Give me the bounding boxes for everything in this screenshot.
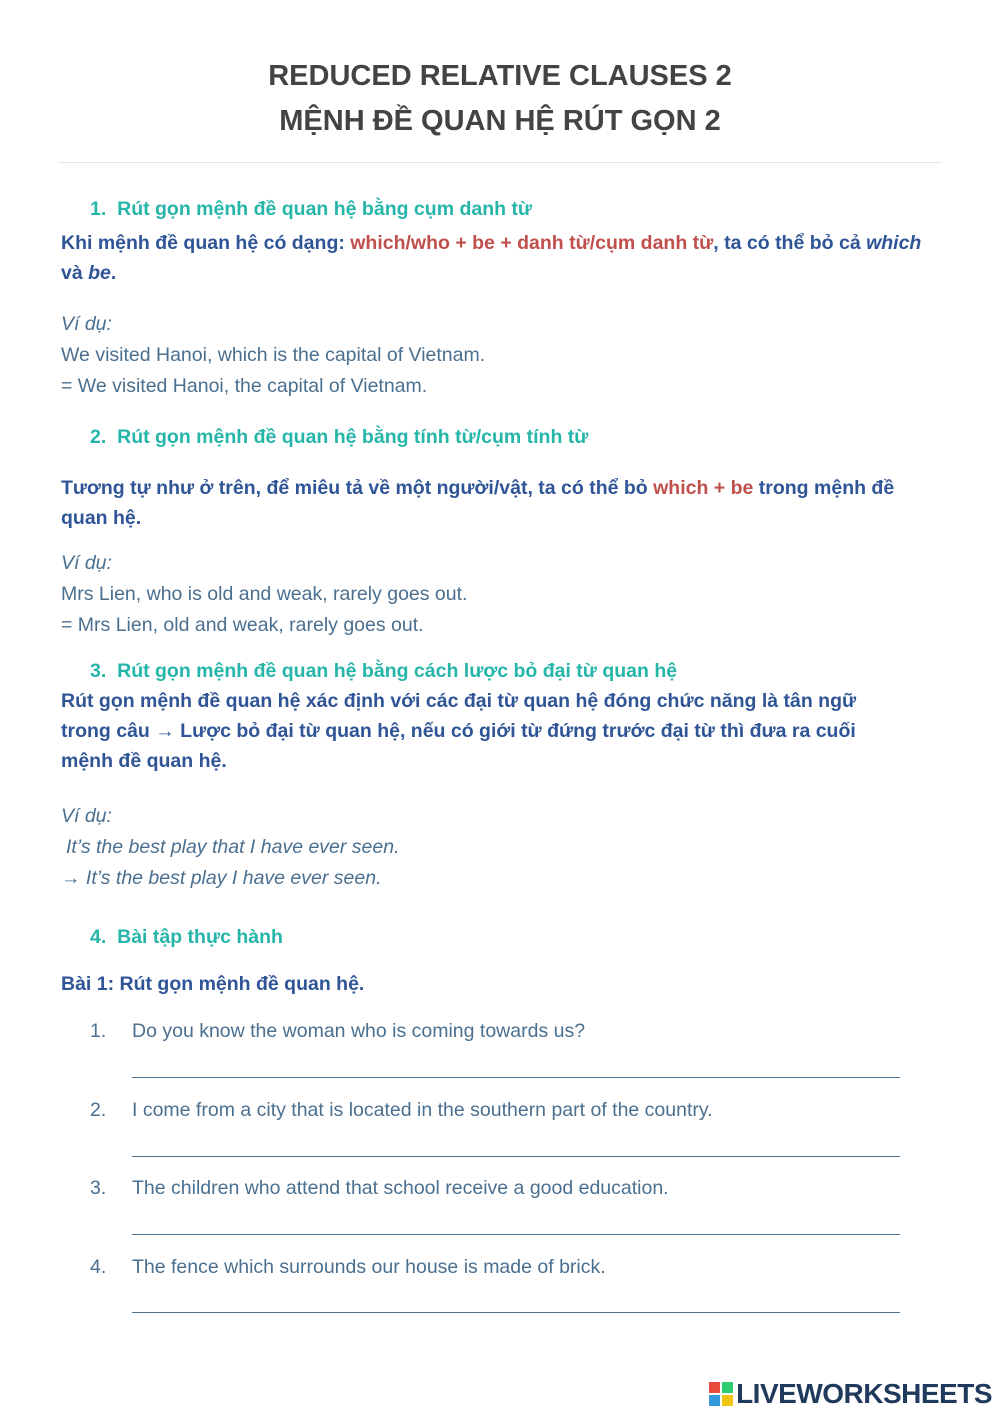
section-2-rule-line-2: quan hệ. [61, 507, 142, 529]
rule-text: và [61, 262, 89, 284]
rule-text: , ta có thể bỏ cả [713, 232, 867, 254]
section-3-rule-line-1: Rút gọn mệnh đề quan hệ xác định với các đại từ quan hệ đóng chức năng là tân ngữ [61, 690, 857, 712]
section-2-example-2: = Mrs Lien, old and weak, rarely goes out. [61, 614, 424, 636]
liveworksheets-logo-icon [709, 1382, 733, 1406]
exercise-title: Bài 1: Rút gọn mệnh đề quan hệ. [61, 973, 365, 995]
question-2-text: I come from a city that is located in the southern part of the country. [132, 1099, 713, 1121]
section-1-title: Rút gọn mệnh đề quan hệ bằng cụm danh từ [117, 198, 533, 220]
section-1-example-label: Ví dụ: [61, 313, 112, 335]
question-3-text: The children who attend that school receive a good education. [132, 1177, 669, 1199]
logo-square-yellow [722, 1395, 733, 1406]
rule-formula: which + be [653, 477, 754, 499]
logo-square-red [709, 1382, 720, 1393]
section-3-number: 3. [90, 660, 107, 682]
rule-text: Khi mệnh đề quan hệ có dạng: [61, 232, 351, 254]
section-2-example-1: Mrs Lien, who is old and weak, rarely goes out. [61, 583, 468, 605]
rule-keyword-be: be [88, 262, 111, 284]
question-1-text: Do you know the woman who is coming towards us? [132, 1020, 586, 1042]
section-3-rule-line-2: trong câu → Lược bỏ đại từ quan hệ, nếu có giới từ đứng trước đại từ thì đưa ra cuối [61, 720, 856, 742]
section-4-heading [90, 926, 283, 949]
question-1-number: 1. [90, 1020, 107, 1042]
logo-square-green [722, 1382, 733, 1393]
liveworksheets-logo[interactable] [709, 1376, 992, 1412]
question-4-text: The fence which surrounds our house is made of brick. [132, 1256, 606, 1278]
section-1-heading [90, 198, 532, 221]
answer-line-2[interactable] [132, 1156, 900, 1157]
question-4-number: 4. [90, 1256, 107, 1278]
section-1-example-2: = We visited Hanoi, the capital of Vietnam. [61, 375, 428, 397]
section-4-title: Bài tập thực hành [117, 926, 283, 948]
rule-formula: which/who + be + danh từ/cụm danh từ [350, 232, 714, 254]
section-2-heading [90, 426, 588, 449]
section-1-example-1: We visited Hanoi, which is the capital of Vietnam. [61, 344, 486, 366]
answer-line-1[interactable] [132, 1077, 900, 1078]
question-3-number: 3. [90, 1177, 107, 1199]
answer-line-4[interactable] [132, 1312, 900, 1313]
section-3-example-2: → It’s the best play I have ever seen. [61, 867, 382, 889]
title-divider [58, 162, 942, 163]
page-title-vietnamese: MỆNH ĐỀ QUAN HỆ RÚT GỌN 2 [279, 105, 721, 137]
rule-text: Tương tự như ở trên, để miêu tả về một người/vật, ta có thể bỏ [61, 477, 654, 499]
answer-line-3[interactable] [132, 1234, 900, 1235]
section-1-rule-line-1 [61, 232, 921, 255]
section-3-title: Rút gọn mệnh đề quan hệ bằng cách lược bỏ đại từ quan hệ [117, 660, 678, 682]
rule-text: . [110, 262, 117, 284]
section-2-example-label: Ví dụ: [61, 552, 112, 574]
section-2-rule-line-1 [61, 477, 894, 500]
section-3-example-label: Ví dụ: [61, 805, 112, 827]
section-1-rule-line-2 [61, 262, 116, 285]
rule-keyword-which: which [866, 232, 922, 254]
section-3-rule-line-3: mệnh đề quan hệ. [61, 750, 227, 772]
section-1-number: 1. [90, 198, 107, 220]
section-4-number: 4. [90, 926, 107, 948]
logo-text: LIVEWORKSHEETS [736, 1378, 992, 1409]
section-2-title: Rút gọn mệnh đề quan hệ bằng tính từ/cụm tính từ [117, 426, 589, 448]
section-3-heading [90, 660, 677, 683]
rule-text: trong mệnh đề [753, 477, 895, 499]
page-title-english: REDUCED RELATIVE CLAUSES 2 [268, 60, 732, 92]
question-2-number: 2. [90, 1099, 107, 1121]
section-3-example-1: It’s the best play that I have ever seen. [66, 836, 400, 858]
logo-square-blue [709, 1395, 720, 1406]
section-2-number: 2. [90, 426, 107, 448]
